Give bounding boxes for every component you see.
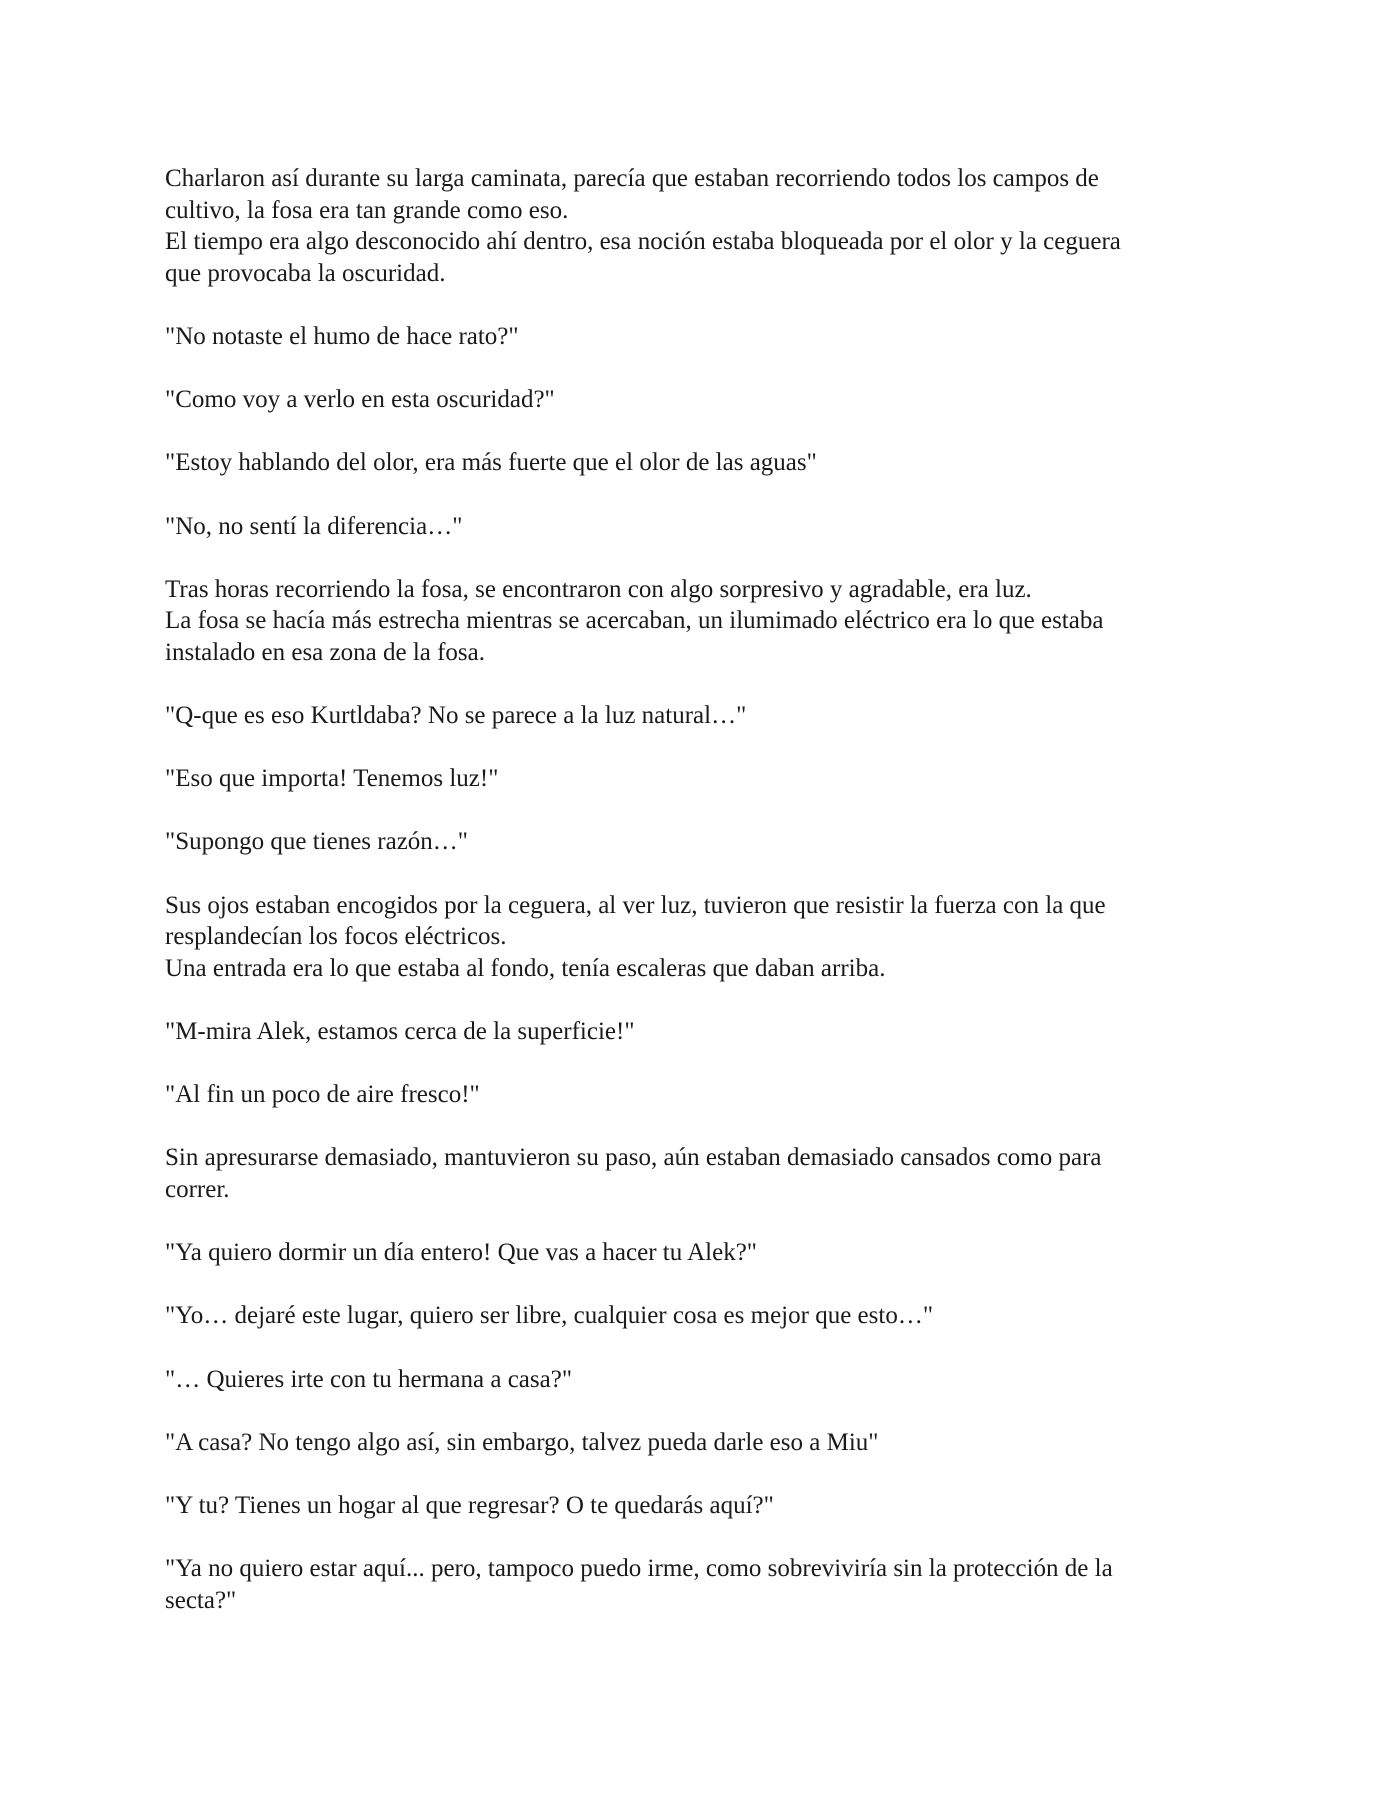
text-line: "Supongo que tienes razón…" bbox=[165, 828, 468, 856]
paragraph bbox=[165, 1300, 1240, 1332]
text-line: Tras horas recorriendo la fosa, se encontraron con algo sorpresivo y agradable, era luz. bbox=[165, 575, 1032, 603]
text-line: "Ya no quiero estar aquí... pero, tampoco puedo irme, como sobreviviría sin la protección de la bbox=[165, 1555, 1113, 1583]
paragraph bbox=[165, 1142, 1240, 1205]
paragraph bbox=[165, 1490, 1240, 1522]
paragraph bbox=[165, 511, 1240, 543]
paragraph bbox=[165, 890, 1240, 985]
paragraph bbox=[165, 763, 1240, 795]
text-line: cultivo, la fosa era tan grande como eso. bbox=[165, 196, 569, 224]
text-line: secta?" bbox=[165, 1586, 237, 1614]
text-line: "Yo… dejaré este lugar, quiero ser libre, cualquier cosa es mejor que esto…" bbox=[165, 1302, 934, 1330]
text-line: Una entrada era lo que estaba al fondo, tenía escaleras que daban arriba. bbox=[165, 954, 886, 982]
text-line: Sus ojos estaban encogidos por la ceguera, al ver luz, tuvieron que resistir la fuerza con la que bbox=[165, 891, 1106, 919]
document-body bbox=[165, 163, 1240, 1648]
text-line: La fosa se hacía más estrecha mientras se acercaban, un ilumimado eléctrico era lo que estaba bbox=[165, 607, 1104, 635]
text-line: "… Quieres irte con tu hermana a casa?" bbox=[165, 1365, 573, 1393]
text-line: "No, no sentí la diferencia…" bbox=[165, 512, 463, 540]
text-line: Charlaron así durante su larga caminata, parecía que estaban recorriendo todos los campos de bbox=[165, 165, 1099, 192]
paragraph bbox=[165, 447, 1240, 479]
paragraph bbox=[165, 1016, 1240, 1048]
text-line: resplandecían los focos eléctricos. bbox=[165, 923, 507, 951]
text-line: correr. bbox=[165, 1176, 230, 1203]
text-line: instalado en esa zona de la fosa. bbox=[165, 638, 486, 666]
text-line: "M-mira Alek, estamos cerca de la superficie!" bbox=[165, 1018, 635, 1046]
paragraph bbox=[165, 321, 1240, 353]
paragraph bbox=[165, 1079, 1240, 1111]
paragraph bbox=[165, 163, 1240, 289]
text-line: "Al fin un poco de aire fresco!" bbox=[165, 1081, 480, 1109]
paragraph bbox=[165, 574, 1240, 669]
paragraph bbox=[165, 1364, 1240, 1396]
text-line: "Ya quiero dormir un día entero! Que vas a hacer tu Alek?" bbox=[165, 1239, 757, 1267]
paragraph bbox=[165, 1427, 1240, 1459]
text-line: que provocaba la oscuridad. bbox=[165, 259, 446, 287]
text-line: El tiempo era algo desconocido ahí dentro, esa noción estaba bloqueada por el olor y la ceguera bbox=[165, 228, 1121, 256]
paragraph bbox=[165, 384, 1240, 416]
text-line: "No notaste el humo de hace rato?" bbox=[165, 322, 519, 350]
text-line: "A casa? No tengo algo así, sin embargo, talvez pueda darle eso a Miu" bbox=[165, 1428, 879, 1456]
paragraph bbox=[165, 700, 1240, 732]
paragraph bbox=[165, 1237, 1240, 1269]
text-line: "Estoy hablando del olor, era más fuerte que el olor de las aguas" bbox=[165, 449, 817, 477]
text-line: "Y tu? Tienes un hogar al que regresar? O te quedarás aquí?" bbox=[165, 1491, 774, 1519]
text-line: "Como voy a verlo en esta oscuridad?" bbox=[165, 386, 555, 414]
paragraph bbox=[165, 826, 1240, 858]
text-line: Sin apresurarse demasiado, mantuvieron su paso, aún estaban demasiado cansados como para bbox=[165, 1144, 1102, 1172]
text-line: "Q-que es eso Kurtldaba? No se parece a la luz natural…" bbox=[165, 702, 747, 730]
text-line: "Eso que importa! Tenemos luz!" bbox=[165, 765, 499, 793]
paragraph bbox=[165, 1553, 1240, 1616]
